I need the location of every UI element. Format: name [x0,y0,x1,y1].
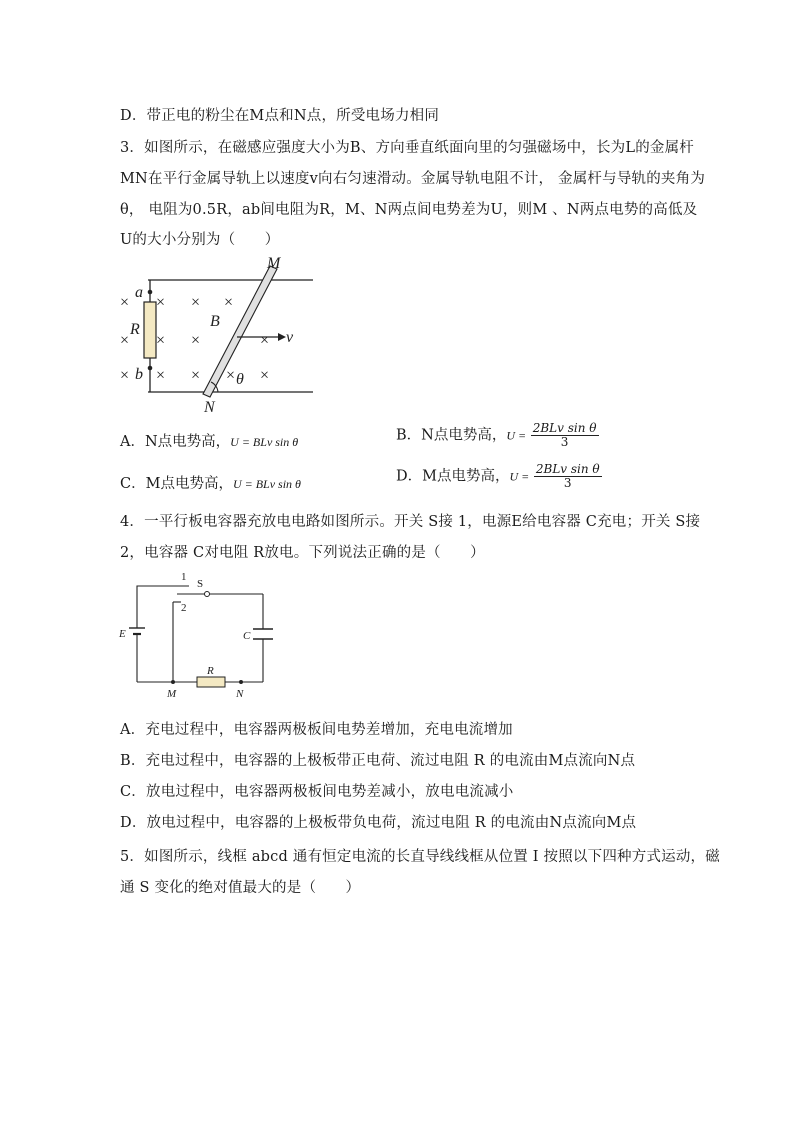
q4-circuit-figure [115,570,275,705]
svg-text:×: × [120,332,130,349]
switch-pivot [205,592,210,597]
svg-text:×: × [191,294,201,311]
svg-text:×: × [224,294,234,311]
node-n [239,680,243,684]
label-s: S [197,578,204,590]
q3-stem-line-2: MN在平行金属导轨上以速度v向右匀速滑动。金属导轨电阻不计， 金属杆与导轨的夹角为 [120,171,706,187]
resistor-r [144,302,156,358]
q4-option-b: B．充电过程中，电容器的上极板带正电荷、流过电阻 R 的电流由M点流向N点 [120,753,636,769]
svg-text:×: × [260,332,270,349]
svg-text:×: × [156,332,166,349]
svg-text:×: × [191,332,201,349]
label-m: M [267,255,281,272]
svg-text:×: × [120,294,130,311]
svg-text:×: × [226,367,236,384]
q5-stem-line-2: 通 S 变化的绝对值最大的是（ ） [120,880,361,896]
q3-stem-line-1: 3．如图所示，在磁感应强度大小为B、方向垂直纸面向里的匀强磁场中，长为L的金属杆 [120,140,695,156]
q3-option-a: A．N点电势高，U = BLv sin θ [120,434,299,450]
label-v: v [286,329,294,346]
q3-option-c: C．M点电势高，U = BLv sin θ [120,476,301,492]
resistor-r [197,677,225,687]
q3-stem-line-3: θ， 电阻为0.5R，ab间电阻为R，M、N两点间电势差为U，则M 、N两点电势的高低及 [120,202,698,218]
label-b: b [135,366,143,383]
node-m [171,680,175,684]
label-r: R [130,321,140,338]
q4-option-a: A．充电过程中，电容器两极板间电势差增加，充电电流增加 [120,722,513,738]
label-n: N [236,688,244,700]
svg-text:×: × [120,367,130,384]
label-1: 1 [181,571,187,583]
q2-option-d: D．带正电的粉尘在M点和N点，所受电场力相同 [120,108,440,124]
label-m: M [167,688,177,700]
svg-text:×: × [156,367,166,384]
label-r: R [207,665,214,677]
svg-text:×: × [260,367,270,384]
label-a: a [135,284,143,301]
label-e: E [119,628,126,640]
q3-option-d: D．M点电势高，U = $\frac{\text{2BLv sin θ}}{3}$ [396,462,600,490]
q4-option-d: D．放电过程中，电容器的上极板带负电荷，流过电阻 R 的电流由N点流向M点 [120,815,637,831]
label-n: N [204,399,215,416]
svg-text:×: × [156,294,166,311]
q3-stem-line-4: U的大小分别为（ ） [120,232,280,248]
label-theta: θ [236,371,244,388]
q5-stem-line-1: 5．如图所示，线框 abcd 通有恒定电流的长直导线线框从位置 I 按照以下四种方式运动，磁 [120,849,720,865]
q3-option-b: B．N点电势高，U = $\frac{\text{2BLv sin θ}}{3}$ [396,421,597,449]
svg-text:×: × [191,367,201,384]
label-2: 2 [181,602,187,614]
label-b-field: B [210,313,220,330]
q4-stem-line-2: 2，电容器 C对电阻 R放电。下列说法正确的是（ ） [120,545,485,561]
label-c: C [243,630,251,642]
q4-stem-line-1: 4．一平行板电容器充放电电路如图所示。开关 S接 1，电源E给电容器 C充电；开关 S接 [120,514,701,530]
q4-option-c: C．放电过程中，电容器两极板间电势差减小，放电电流减小 [120,784,514,800]
q3-rail-figure [110,252,325,417]
